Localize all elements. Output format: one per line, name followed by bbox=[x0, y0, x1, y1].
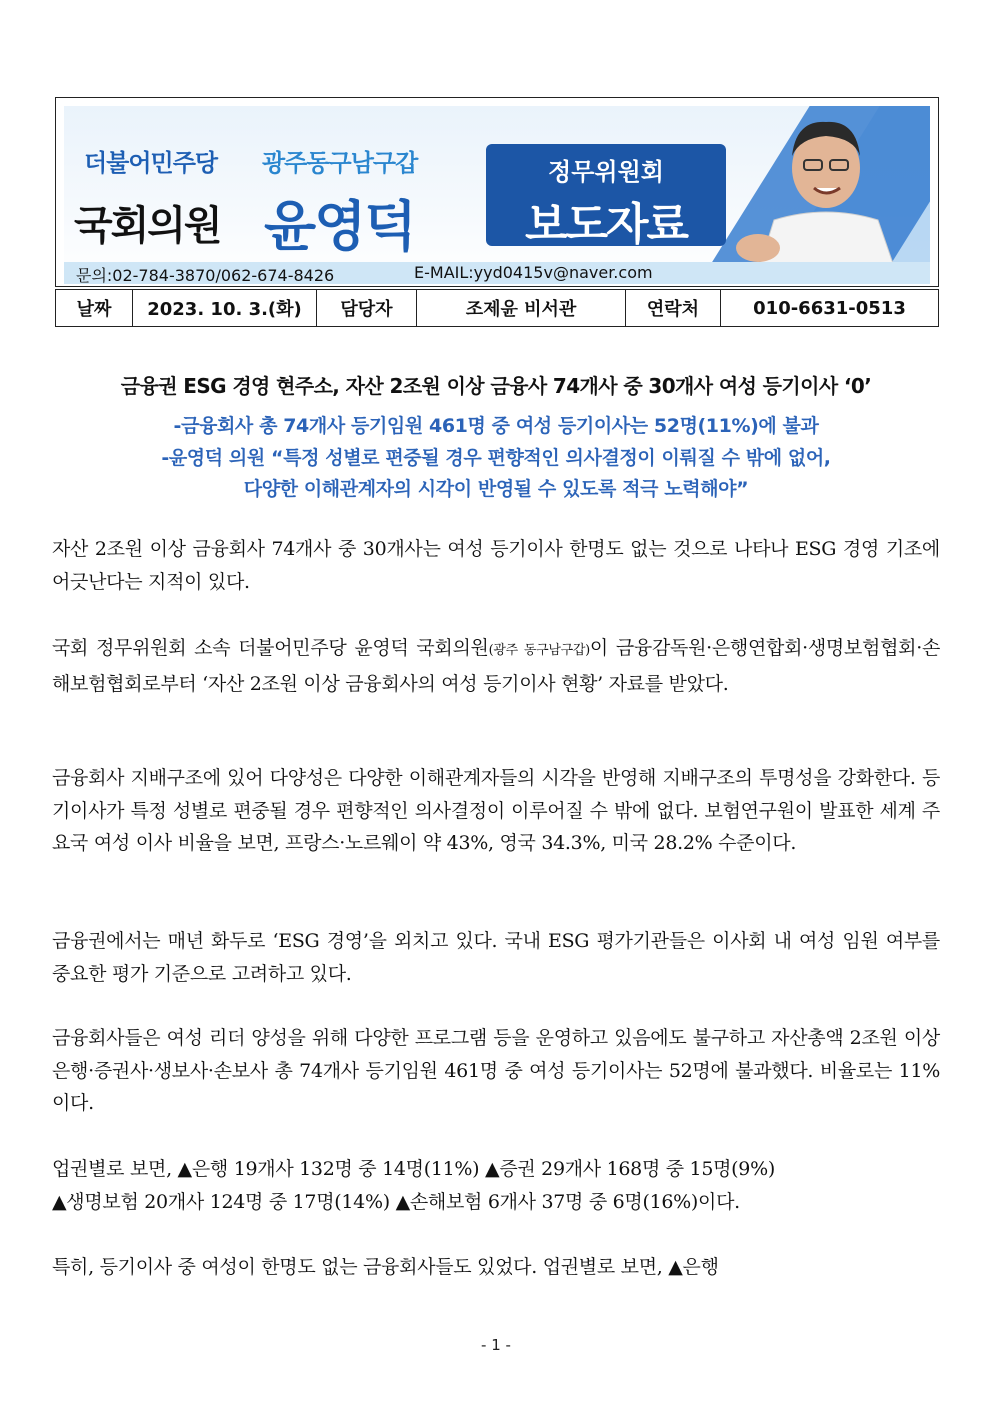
paragraph-6-line-2: ▲생명보험 20개사 124명 중 17명(14%) ▲손해보험 6개사 37명 중 6명(16%)이다. bbox=[52, 1190, 740, 1213]
paragraph-6-line-1: 업권별로 보면, ▲은행 19개사 132명 중 14명(11%) ▲증권 29개사 168명 중 15명(9%) bbox=[52, 1158, 775, 1180]
lawmaker-role: 국회의원 bbox=[74, 203, 221, 249]
contact-phone: 문의:02-784-3870/062-674-8426 bbox=[76, 266, 335, 284]
paragraph-2 bbox=[52, 632, 940, 700]
staff-value: 조제윤 비서관 bbox=[417, 290, 626, 326]
contact-email: E-MAIL:yyd0415v@naver.com bbox=[414, 263, 653, 282]
subhead-3: 다양한 이해관계자의 시각이 반영될 수 있도록 적극 노력해야” bbox=[243, 478, 749, 500]
district-note: (광주 동구남구갑) bbox=[488, 643, 590, 658]
press-release-box bbox=[486, 144, 726, 250]
paragraph-2-text-a: 국회 정무위원회 소속 더불어민주당 윤영덕 국회의원 bbox=[52, 637, 489, 659]
banner-background bbox=[64, 106, 930, 284]
contact-value: 010-6631-0513 bbox=[753, 297, 906, 319]
info-table bbox=[55, 289, 939, 327]
headline: 금융권 ESG 경영 현주소, 자산 2조원 이상 금융사 74개사 중 30개사 여성 등기이사 ‘0’ bbox=[120, 374, 872, 398]
paragraph-5: 금융회사들은 여성 리더 양성을 위해 다양한 프로그램 등을 운영하고 있음에도 불구하고 자산총액 2조원 이상 은행·증권사·생보사·손보사 총 74개사 등기임원 461명 중 여성 등기이사는 52명에 불과했다. 비율로는 11%이다. bbox=[52, 1027, 940, 1114]
staff-label: 담당자 bbox=[317, 290, 417, 326]
district-name: 광주동구남구갑 bbox=[262, 149, 418, 177]
paragraph-1: 자산 2조원 이상 금융회사 74개사 중 30개사는 여성 등기이사 한명도 없는 것으로 나타나 ESG 경영 기조에 어긋난다는 지적이 있다. bbox=[52, 538, 940, 593]
lawmaker-name: 윤영덕 bbox=[264, 195, 415, 258]
lawmaker-photo bbox=[714, 108, 914, 284]
committee-name: 정무위원회 bbox=[548, 158, 664, 186]
subhead-1: -금융회사 총 74개사 등기임원 461명 중 여성 등기이사는 52명(11%)에 불과 bbox=[173, 415, 819, 437]
subhead-2: -윤영덕 의원 “특정 성별로 편중될 경우 편향적인 의사결정이 이뤄질 수 밖에 없어, bbox=[161, 447, 831, 469]
date-value: 2023. 10. 3.(화) bbox=[133, 290, 317, 326]
contact-bar bbox=[64, 262, 930, 284]
press-release-label: 보도자료 bbox=[524, 199, 687, 250]
paragraph-7: 특히, 등기이사 중 여성이 한명도 없는 금융회사들도 있었다. 업권별로 보면, ▲은행 bbox=[52, 1256, 719, 1278]
paragraph-6 bbox=[52, 1153, 940, 1218]
press-banner bbox=[55, 97, 939, 287]
paragraph-4: 금융권에서는 매년 화두로 ‘ESG 경영’을 외치고 있다. 국내 ESG 평가기관들은 이사회 내 여성 임원 여부를 중요한 평가 기준으로 고려하고 있다. bbox=[52, 930, 940, 985]
page-number: - 1 - bbox=[481, 1336, 511, 1354]
party-name: 더불어민주당 bbox=[84, 149, 218, 177]
paragraph-3: 금융회사 지배구조에 있어 다양성은 다양한 이해관계자들의 시각을 반영해 지배구조의 투명성을 강화한다. 등기이사가 특정 성별로 편중될 경우 편향적인 의사결정이 이루어질 수 밖에 없다. 보험연구원이 발표한 세계 주요국 여성 이사 비율을 보면, 프랑스·노르웨이 약 43%, 영국 34.3%, 미국 28.2% 수준이다. bbox=[52, 767, 940, 854]
contact-label: 연락처 bbox=[626, 290, 721, 326]
date-label: 날짜 bbox=[56, 290, 133, 326]
paragraph-2-text-b: 이 금융감독원·은행연합회·생명보험협회·손해보험협회로부터 ‘자산 2조원 이상 금융회사의 여성 등기이사 현황’ 자료를 받았다. bbox=[52, 637, 940, 695]
